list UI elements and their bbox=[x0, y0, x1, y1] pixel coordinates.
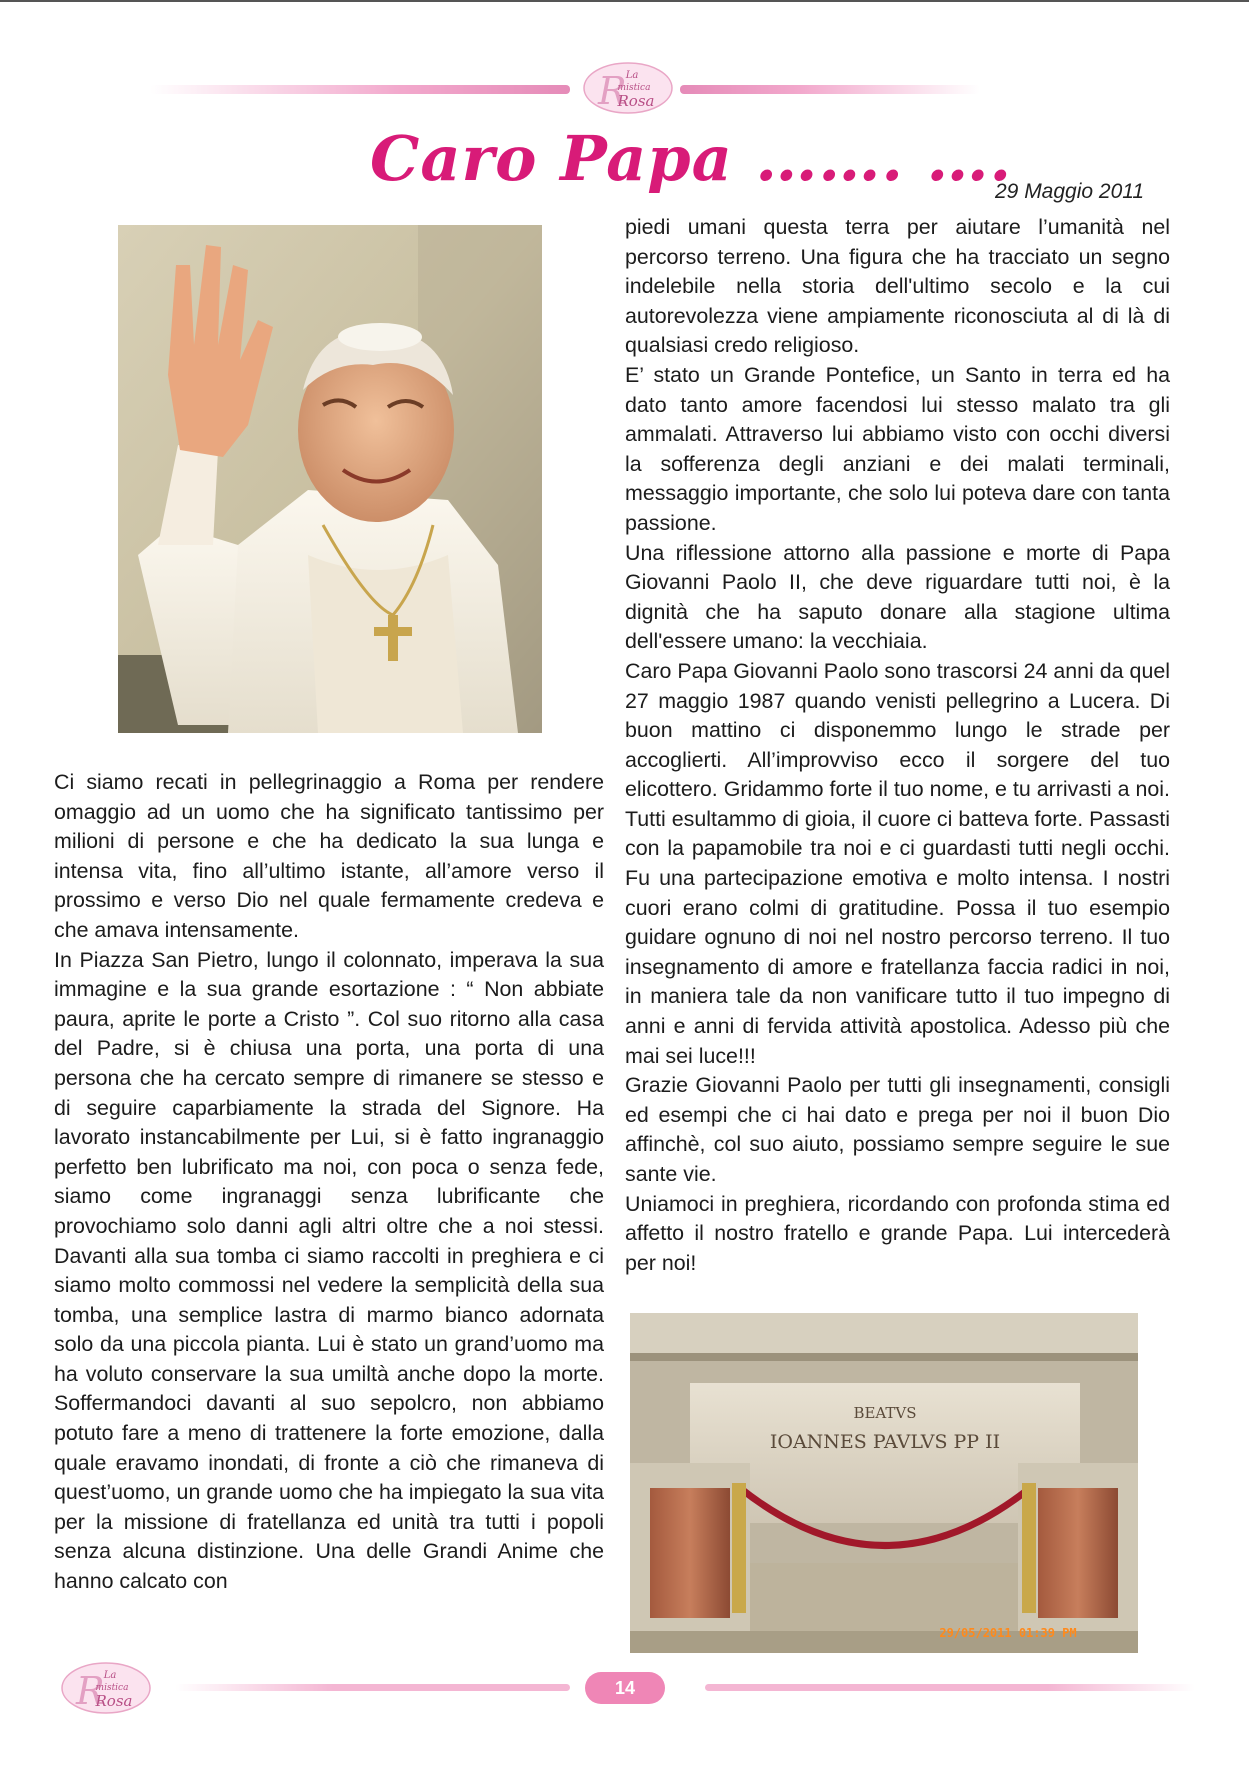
footer-band-right bbox=[705, 1684, 1195, 1691]
magazine-logo bbox=[580, 60, 676, 116]
svg-text:R: R bbox=[76, 1669, 105, 1713]
article-paragraph: piedi umani questa terra per aiutare l’umanità nel percorso terreno. Una figura che ha tracciato un segno indelebile nella storia dell'ultimo secolo e la cui autorevolezza viene ampiamente riconosciuta al di là di qualsiasi credo religioso. bbox=[625, 215, 1170, 358]
logo-word-3: Rosa bbox=[95, 1692, 133, 1710]
logo-word-1: La bbox=[103, 1670, 117, 1681]
header-band-left bbox=[150, 85, 570, 94]
footer-logo bbox=[58, 1660, 154, 1716]
footer-band-left bbox=[175, 1684, 570, 1691]
article-paragraph: Uniamoci in preghiera, ricordando con profonda stima ed affetto il nostro fratello e grande Papa. Lui intercederà per noi! bbox=[625, 1191, 1170, 1275]
article-right-column bbox=[625, 213, 1170, 1278]
article-left-column bbox=[54, 768, 604, 1597]
svg-text:R: R bbox=[598, 69, 627, 113]
tomb-photo bbox=[630, 1313, 1138, 1653]
logo-word-2: mistica bbox=[95, 1683, 129, 1693]
tomb-inscription-1: BEATVS bbox=[853, 1404, 917, 1422]
logo-word-2: mistica bbox=[617, 83, 651, 93]
header-band-right bbox=[680, 85, 980, 94]
article-paragraph: Una riflessione attorno alla passione e morte di Papa Giovanni Paolo II, che deve riguardare tutti noi, è la dignità che ha saputo donare alla stagione ultima dell'essere umano: la vecchiaia. bbox=[625, 540, 1170, 654]
article-date: 29 Maggio 2011 bbox=[995, 180, 1145, 203]
article-paragraph: Caro Papa Giovanni Paolo sono trascorsi 24 anni da quel 27 maggio 1987 quando venisti pellegrino a Lucera. Di buon mattino ci disponemmo lungo le strade per accoglierti. All’improvviso ecco il sorgere del tuo elicottero. Gridammo forte il tuo nome, e tu arrivasti a noi. Tutti esultammo di gioia, il cuore ci batteva forte. Passasti con la papamobile tra noi e ci guardasti tutti negli occhi. Fu una partecipazione emotiva e molto intensa. I nostri cuori erano colmi di gratitudine. Possa il tuo esempio guidare ognuno di noi nel nostro percorso terreno. Il tuo insegnamento di amore e fratellanza faccia radici in noi, in maniera tale da non vanificare tutto il tuo impegno di anni e anni di fervida attività apostolica. Adesso più che mai sei luce!!! bbox=[625, 658, 1170, 1068]
logo-word-1: La bbox=[625, 70, 639, 81]
article-paragraph: Ci siamo recati in pellegrinaggio a Roma per rendere omaggio ad un uomo che ha significato tantissimo per milioni di persone e che ha dedicato la sua lunga e intensa vita, fino all’ultimo istante, all’amore verso il prossimo e verso Dio nel quale fermamente credeva e che amava intensamente. bbox=[54, 770, 604, 942]
article-paragraph: In Piazza San Pietro, lungo il colonnato, imperava la sua immagine e la sua grande esortazione : “ Non abbiate paura, aprite le porte a Cristo ”. Col suo ritorno alla casa del Padre, si è chiusa una porta, una porta di una persona che ha cercato sempre di rimanere se stesso e di seguire caparbiamente la strada del Signore. Ha lavorato instancabilmente per Lui, si è fatto ingranaggio perfetto ben lubrificato ma noi, con poca o senza fede, siamo come ingranaggi senza lubrificante che provochiamo solo danni agli altri oltre che a noi stessi. Davanti alla sua tomba ci siamo raccolti in preghiera e ci siamo molto commossi nel vedere la semplicità della sua tomba, una semplice lastra di marmo bianco adornata solo da una piccola pianta. Lui è stato un grand’uomo ma ha voluto conservare la sua umiltà anche dopo la morte. Soffermandoci davanti al suo sepolcro, non abbiamo potuto fare a meno di trattenere la forte emozione, dalla quale eravamo inondati, di fronte a ciò che rimaneva di quest’uomo, un grande uomo che ha impiegato la sua vita per la missione di fratellanza ed unità tra tutti i popoli senza alcuna distinzione. Una delle Grandi Anime che hanno calcato con bbox=[54, 947, 604, 1594]
article-paragraph: E’ stato un Grande Pontefice, un Santo in terra ed ha dato tanto amore facendosi lui stesso malato tra gli ammalati. Attraverso lui abbiamo visto con occhi diversi la sofferenza degli anziani e dei malati terminali, messaggio importante, che solo lui poteva dare con tanta passione. bbox=[625, 362, 1170, 535]
page-title: Caro Papa ……. …. bbox=[370, 122, 1013, 195]
logo-word-3: Rosa bbox=[617, 92, 655, 110]
tomb-inscription-2: IOANNES PAVLVS PP II bbox=[769, 1431, 1001, 1453]
page-number: 14 bbox=[585, 1672, 665, 1704]
top-border bbox=[0, 0, 1249, 2]
pope-photo bbox=[118, 225, 542, 733]
photo-timestamp: 29/05/2011 01:39 PM bbox=[939, 1626, 1077, 1640]
article-paragraph: Grazie Giovanni Paolo per tutti gli insegnamenti, consigli ed esempi che ci hai dato e prega per noi il buon Dio affinchè, col suo aiuto, possiamo sempre seguire le sue sante vie. bbox=[625, 1073, 1170, 1186]
